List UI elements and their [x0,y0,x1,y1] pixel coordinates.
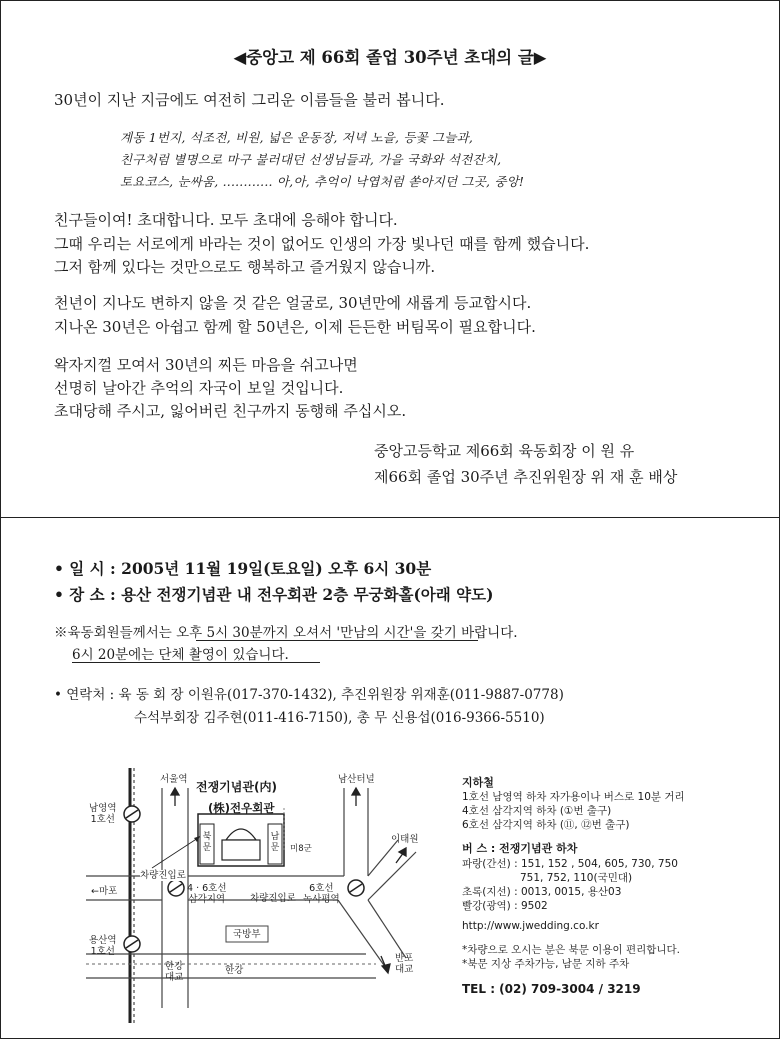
map-label-seoul-station: 서울역 [160,774,188,785]
invitation-intro: 30년이 지난 지금에도 여전히 그리운 이름들을 불러 봅니다. [54,91,445,109]
map-label-us-army: 미8군 [290,844,312,854]
parking-note: *차량으로 오시는 분은 북문 이용이 편리합니다. [462,944,680,956]
paragraph-line: 선명히 날아간 추억의 자국이 보일 것입니다. [54,379,344,397]
map-label-itaewon: 이태원 [391,834,419,845]
event-datetime: • 일 시 : 2005년 11월 19일(토요일) 오후 6시 30분 [54,559,432,578]
website-link[interactable]: http://www.jwedding.co.kr [462,920,599,932]
paragraph-line: 친구들이여! 초대합니다. 모두 초대에 응해야 합니다. [54,211,398,229]
section-divider [0,517,780,518]
subway-line: 6호선 삼각지역 하차 (⑪, ⑫번 출구) [462,819,630,831]
contact-line: 수석부회장 김주현(011-416-7150), 총 무 신용섭(016-9366-5510) [134,710,545,726]
map-label-banpo-bridge: 반포 대교 [395,953,414,975]
parking-note: *북문 지상 주차가능, 남문 지하 주차 [462,958,630,970]
event-place: • 장 소 : 용산 전쟁기념관 내 전우회관 2층 무궁화홀(아래 약도) [54,585,494,604]
subway-heading: 지하철 [462,776,494,789]
map-label-mapo: ←마포 [91,886,118,897]
venue-subtitle: (株)전우회관 [208,801,275,815]
map-label-yongsan: 용산역 1호선 [89,935,117,957]
arrival-note: ※육동회원들께서는 오후 5시 30분까지 오셔서 '만남의 시간'을 갖기 바랍니다. [54,625,518,641]
phone-number: TEL : (02) 709-3004 / 3219 [462,982,641,996]
invitation-title: ◀중앙고 제 66회 졸업 30주년 초대의 글▶ [233,48,547,67]
paragraph-line: 지나온 30년은 아쉽고 함께 할 50년은, 이제 든든한 버팀목이 필요합니다. [54,318,536,336]
note-underline [196,640,478,641]
map-label-noksapyeong: 6호선 녹사평역 [303,883,340,905]
signature-line: 중앙고등학교 제66회 육동회장 이 원 유 [374,442,635,460]
venue-title: 전쟁기념관(内) [196,780,277,794]
signature-line: 제66회 졸업 30주년 추진위원장 위 재 훈 배상 [374,468,678,486]
bus-line: 파랑(간선) : 151, 152 , 504, 605, 730, 750 [462,858,678,870]
subway-line: 1호선 남영역 하차 자가용이나 버스로 10분 거리 [462,791,685,803]
south-gate-label: 남문 [270,832,280,853]
map-label-hangang-bridge: 한강 대교 [165,961,184,983]
note-underline [72,662,320,663]
bus-heading: 버 스 : 전쟁기념관 하차 [462,842,578,855]
map-label-samgakji: 4 · 6호선 삼각지역 [187,883,227,905]
map-label-hangang: 한강 [225,965,244,976]
map-label-mnd: 국방부 [233,929,261,940]
paragraph-line: 초대당해 주시고, 잃어버린 친구까지 동행해 주십시오. [54,402,407,420]
map-label-entrance: 차량진입로 [250,893,296,904]
subway-line: 4호선 삼각지역 하차 (①번 출구) [462,805,612,817]
paragraph-line: 왁자지껄 모여서 30년의 찌든 마음을 쉬고나면 [54,356,358,374]
bus-line: 751, 752, 110(국민대) [520,872,633,884]
map-label-namyoung: 남영역 1호선 [89,803,117,825]
north-gate-label: 북문 [202,832,212,853]
paragraph-line: 그때 우리는 서로에게 바라는 것이 없어도 인생의 가장 빛나던 때를 함께 했습니다. [54,235,590,253]
paragraph-line: 천년이 지나도 변하지 않을 것 같은 얼굴로, 30년만에 새롭게 등교합시다. [54,294,532,312]
bus-line: 초록(지선) : 0013, 0015, 용산03 [462,886,622,898]
poem-line: 계동 1번지, 석조전, 비원, 넓은 운동장, 저녁 노을, 등꽃 그늘과, [120,130,474,145]
map-label-namsan-tunnel: 남산터널 [338,774,375,785]
contact-line: • 연락처 : 육 동 회 장 이원유(017-370-1432), 추진위원장 위재훈(011-9887-0778) [54,687,564,703]
poem-line: 친구처럼 별명으로 마구 불러대던 선생님들과, 가을 국화와 석전잔치, [120,152,502,167]
paragraph-line: 그저 함께 있다는 것만으로도 행복하고 즐거웠지 않습니까. [54,258,436,276]
photo-note: 6시 20분에는 단체 촬영이 있습니다. [72,647,289,663]
poem-line: 토요코스, 눈싸움, ............ 아,아, 추억이 낙엽처럼 쏟아지던 그곳, 중앙! [120,174,525,189]
bus-line: 빨강(광역) : 9502 [462,900,548,912]
map-label-entrance: 차량진입로 [140,870,186,881]
